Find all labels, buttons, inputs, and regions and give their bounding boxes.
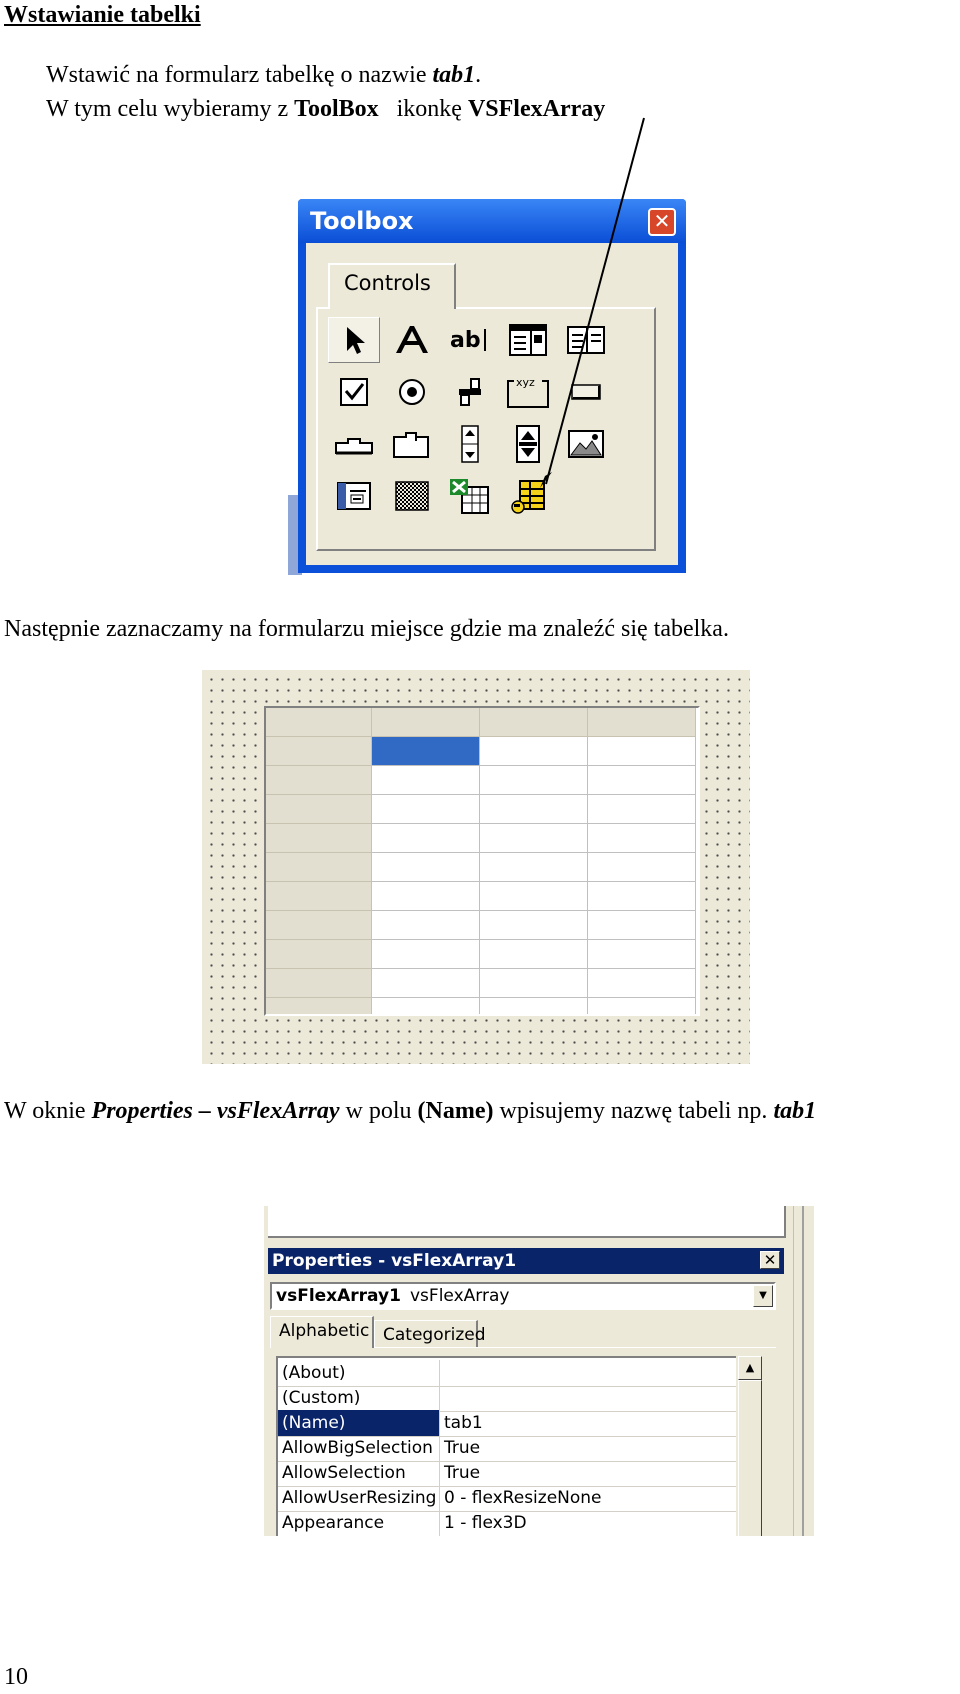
grid-cell[interactable] bbox=[372, 737, 480, 766]
para3-field-name: (Name) bbox=[417, 1098, 494, 1124]
grid-fixed-cell[interactable] bbox=[266, 708, 372, 737]
intro-text-2: W tym celu wybieramy z bbox=[46, 96, 295, 122]
grid-cell[interactable] bbox=[588, 795, 696, 824]
grid-fixed-cell[interactable] bbox=[266, 737, 372, 766]
grid-cell[interactable] bbox=[588, 998, 696, 1016]
grid-cell[interactable] bbox=[480, 824, 588, 853]
grid-fixed-cell[interactable] bbox=[588, 708, 696, 737]
callout-line bbox=[546, 118, 644, 484]
grid-fixed-cell[interactable] bbox=[266, 795, 372, 824]
grid-fixed-cell[interactable] bbox=[266, 911, 372, 940]
grid-cell[interactable] bbox=[588, 911, 696, 940]
properties-screenshot bbox=[264, 1206, 814, 1536]
property-value[interactable]: True bbox=[444, 1438, 481, 1458]
intro-icon-name: VSFlexArray bbox=[467, 96, 606, 122]
page-number: 10 bbox=[4, 1664, 28, 1690]
grid-fixed-cell[interactable] bbox=[372, 708, 480, 737]
background-panel bbox=[268, 1206, 786, 1238]
property-row[interactable] bbox=[278, 1435, 736, 1462]
property-value[interactable]: 1 - flex3D bbox=[444, 1513, 527, 1533]
grid-fixed-cell[interactable] bbox=[266, 969, 372, 998]
tab-alphabetic[interactable]: Alphabetic bbox=[270, 1316, 374, 1348]
grid-fixed-cell[interactable] bbox=[266, 882, 372, 911]
grid-cell[interactable] bbox=[372, 853, 480, 882]
properties-table bbox=[276, 1356, 736, 1536]
para3-text-3: wpisujemy nazwę tabeli np. bbox=[493, 1098, 774, 1124]
svg-text:xyz: xyz bbox=[516, 376, 535, 389]
grid-cell[interactable] bbox=[372, 998, 480, 1016]
para3-text: W oknie bbox=[4, 1098, 92, 1124]
grid-cell[interactable] bbox=[588, 882, 696, 911]
close-icon[interactable]: ✕ bbox=[648, 208, 676, 236]
property-value[interactable]: tab1 bbox=[444, 1413, 483, 1433]
grid-fixed-cell[interactable] bbox=[266, 940, 372, 969]
property-row[interactable] bbox=[278, 1510, 736, 1536]
grid-cell[interactable] bbox=[588, 853, 696, 882]
object-selector[interactable] bbox=[270, 1282, 776, 1310]
scroll-up-icon[interactable]: ▲ bbox=[738, 1356, 762, 1380]
grid-cell[interactable] bbox=[588, 940, 696, 969]
object-name: vsFlexArray1 bbox=[276, 1286, 401, 1306]
intro-text: Wstawić na formularz tabelkę o nazwie bbox=[46, 62, 433, 88]
property-name: AllowSelection bbox=[278, 1460, 440, 1486]
property-value[interactable] bbox=[440, 1385, 736, 1411]
intro-text-3: ikonkę bbox=[396, 96, 468, 122]
grid-cell[interactable] bbox=[480, 766, 588, 795]
para3-text-2: w polu bbox=[339, 1098, 418, 1124]
paragraph-properties-instructions bbox=[4, 1098, 816, 1125]
callout-arrow bbox=[0, 0, 960, 600]
grid-cell[interactable] bbox=[588, 766, 696, 795]
grid-cell[interactable] bbox=[372, 969, 480, 998]
grid-cell[interactable] bbox=[372, 795, 480, 824]
grid-cell[interactable] bbox=[480, 882, 588, 911]
grid-cell[interactable] bbox=[480, 940, 588, 969]
grid-fixed-cell[interactable] bbox=[266, 824, 372, 853]
grid-cell[interactable] bbox=[372, 911, 480, 940]
grid-cell[interactable] bbox=[588, 969, 696, 998]
chevron-down-icon[interactable]: ▼ bbox=[753, 1285, 773, 1307]
form-designer-screenshot bbox=[202, 670, 750, 1064]
grid-cell[interactable] bbox=[372, 940, 480, 969]
page-heading: Wstawianie tabelki bbox=[4, 2, 201, 28]
grid-cell[interactable] bbox=[480, 737, 588, 766]
grid-cell[interactable] bbox=[372, 882, 480, 911]
property-name: AllowUserResizing bbox=[278, 1485, 440, 1511]
grid-fixed-cell[interactable] bbox=[266, 766, 372, 795]
intro-toolbox-word: ToolBox bbox=[294, 96, 379, 122]
close-icon[interactable]: ✕ bbox=[760, 1251, 780, 1269]
para3-window-name: Properties – vsFlexArray bbox=[91, 1098, 340, 1124]
property-row[interactable] bbox=[278, 1460, 736, 1487]
para3-example: tab1 bbox=[773, 1098, 817, 1124]
callout-arrowhead bbox=[540, 472, 552, 488]
property-value[interactable]: 0 - flexResizeNone bbox=[444, 1488, 602, 1508]
grid-fixed-cell[interactable] bbox=[266, 853, 372, 882]
flex-array-grid[interactable] bbox=[264, 706, 700, 1016]
grid-fixed-cell[interactable] bbox=[480, 708, 588, 737]
property-name: (Custom) bbox=[278, 1385, 440, 1411]
property-value[interactable] bbox=[440, 1360, 736, 1386]
toolbox-title: Toolbox bbox=[310, 207, 414, 235]
divider bbox=[802, 1206, 804, 1536]
property-name: (About) bbox=[278, 1360, 440, 1386]
svg-text:ab: ab bbox=[450, 328, 481, 353]
properties-title: Properties - vsFlexArray1 bbox=[272, 1251, 517, 1271]
properties-titlebar[interactable] bbox=[268, 1248, 784, 1274]
property-name: Appearance bbox=[278, 1510, 440, 1536]
grid-cell[interactable] bbox=[480, 998, 588, 1016]
property-row[interactable] bbox=[278, 1410, 736, 1437]
intro-period: . bbox=[475, 62, 482, 88]
tab-controls[interactable]: Controls bbox=[328, 263, 456, 309]
property-name: (Name) bbox=[278, 1410, 440, 1436]
property-row[interactable] bbox=[278, 1485, 736, 1512]
grid-cell[interactable] bbox=[372, 766, 480, 795]
grid-cell[interactable] bbox=[480, 969, 588, 998]
grid-cell[interactable] bbox=[480, 853, 588, 882]
grid-cell[interactable] bbox=[588, 737, 696, 766]
property-name: AllowBigSelection bbox=[278, 1435, 440, 1461]
grid-fixed-cell[interactable] bbox=[266, 998, 372, 1016]
object-type: vsFlexArray bbox=[410, 1286, 510, 1306]
property-row[interactable] bbox=[278, 1360, 736, 1387]
grid-cell[interactable] bbox=[480, 911, 588, 940]
tab-categorized[interactable]: Categorized bbox=[374, 1320, 478, 1348]
property-value[interactable]: True bbox=[444, 1463, 481, 1483]
grid-cell[interactable] bbox=[480, 795, 588, 824]
property-row[interactable] bbox=[278, 1385, 736, 1412]
intro-table-name: tab1 bbox=[432, 62, 476, 88]
grid-cell[interactable] bbox=[588, 824, 696, 853]
vertical-scrollbar[interactable] bbox=[738, 1356, 762, 1536]
grid-cell[interactable] bbox=[372, 824, 480, 853]
scroll-thumb[interactable] bbox=[738, 1380, 762, 1536]
paragraph-form-instructions: Następnie zaznaczamy na formularzu miejsce gdzie ma znaleźć się tabelka. bbox=[4, 616, 729, 642]
